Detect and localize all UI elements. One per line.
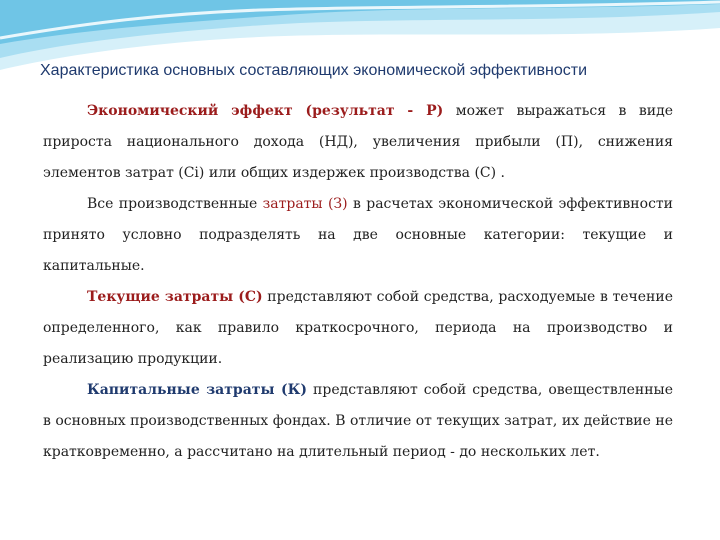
term-current-costs: Текущие затраты (С)	[87, 289, 263, 305]
slide-body	[43, 96, 673, 468]
paragraph-capital-costs	[43, 375, 673, 468]
paragraph-text: может выражаться в виде прироста национального дохода (НД), увеличения прибыли (П), снижения элементов затрат (Ci) или общих издержек производства (С) .	[43, 103, 673, 181]
paragraph-costs	[43, 189, 673, 282]
paragraph-economic-effect	[43, 96, 673, 189]
term-economic-effect: Экономический эффект (результат - Р)	[87, 103, 444, 119]
slide-title: Характеристика основных составляющих экономической эффективности	[40, 62, 588, 79]
paragraph-text: представляют собой средства, овеществленные в основных производственных фондах. В отличие от текущих затрат, их действие не кратковременно, а рассчитано на длительный период - до нескольких лет.	[43, 382, 673, 460]
paragraph-text: в расчетах экономической эффективности принято условно подразделять на две основные категории: текущие и капитальные.	[43, 196, 673, 274]
term-costs: затраты (З)	[262, 196, 348, 212]
paragraph-text: представляют собой средства, расходуемые в течение определенного, как правило краткосрочного, периода на производство и реализацию продукции.	[43, 289, 673, 367]
paragraph-lead: Все производственные	[87, 196, 263, 212]
paragraph-current-costs	[43, 282, 673, 375]
term-capital-costs: Капитальные затраты (К)	[87, 382, 307, 398]
header-wave-decoration	[0, 0, 720, 95]
